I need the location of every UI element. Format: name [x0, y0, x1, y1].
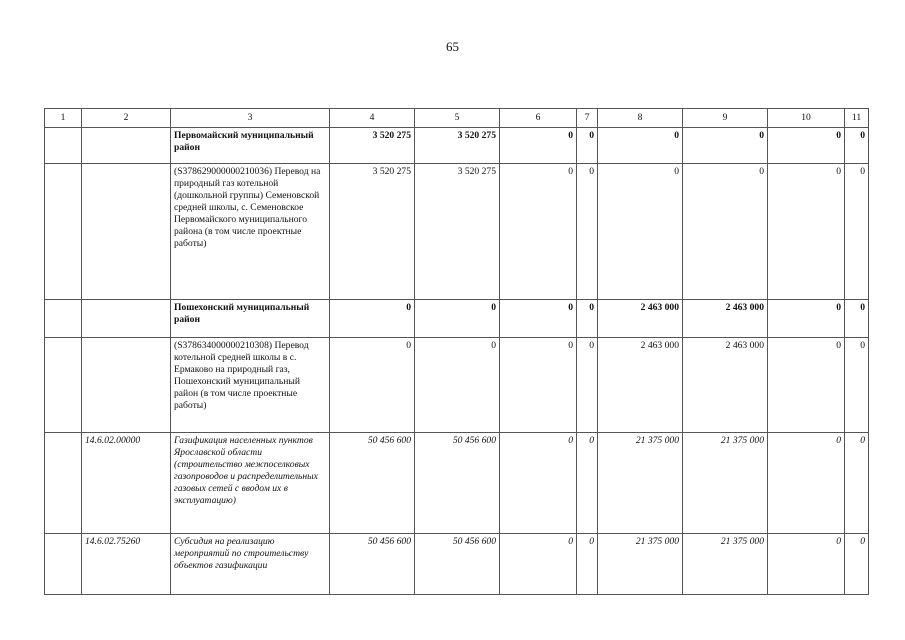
table-row: [45, 300, 869, 338]
cell-col6: 0: [500, 534, 577, 595]
header-cell: 9: [683, 109, 768, 128]
cell-code: [82, 338, 171, 433]
cell-col1: [45, 128, 82, 164]
cell-col4: 3 520 275: [330, 128, 415, 164]
cell-col5: 0: [415, 338, 500, 433]
cell-col5: 3 520 275: [415, 164, 500, 300]
header-cell: 4: [330, 109, 415, 128]
cell-col10: 0: [768, 433, 845, 534]
cell-col10: 0: [768, 164, 845, 300]
cell-col1: [45, 300, 82, 338]
cell-col10: 0: [768, 128, 845, 164]
cell-col8: 21 375 000: [598, 534, 683, 595]
cell-col9: 21 375 000: [683, 534, 768, 595]
cell-col7: 0: [577, 534, 598, 595]
header-cell: 11: [845, 109, 869, 128]
cell-code: 14.6.02.00000: [82, 433, 171, 534]
cell-col4: 0: [330, 300, 415, 338]
cell-col11: 0: [845, 300, 869, 338]
cell-col6: 0: [500, 433, 577, 534]
cell-col7: 0: [577, 128, 598, 164]
cell-col8: 0: [598, 128, 683, 164]
header-cell: 5: [415, 109, 500, 128]
cell-col6: 0: [500, 338, 577, 433]
budget-table: [44, 108, 869, 595]
cell-code: 14.6.02.75260: [82, 534, 171, 595]
cell-name: Пошехонский муниципальный район: [171, 300, 330, 338]
cell-col1: [45, 534, 82, 595]
table-row: [45, 128, 869, 164]
cell-col7: 0: [577, 338, 598, 433]
header-cell: 6: [500, 109, 577, 128]
cell-col6: 0: [500, 300, 577, 338]
cell-col1: [45, 164, 82, 300]
header-cell: 1: [45, 109, 82, 128]
cell-col1: [45, 433, 82, 534]
cell-col9: 0: [683, 128, 768, 164]
header-cell: 8: [598, 109, 683, 128]
cell-name: Первомайский муниципальный район: [171, 128, 330, 164]
table-row: [45, 164, 869, 300]
cell-col5: 50 456 600: [415, 534, 500, 595]
cell-code: [82, 164, 171, 300]
cell-col9: 0: [683, 164, 768, 300]
cell-col5: 50 456 600: [415, 433, 500, 534]
cell-col9: 21 375 000: [683, 433, 768, 534]
cell-col11: 0: [845, 534, 869, 595]
cell-col6: 0: [500, 164, 577, 300]
cell-col10: 0: [768, 300, 845, 338]
cell-col4: 50 456 600: [330, 534, 415, 595]
cell-code: [82, 128, 171, 164]
cell-col4: 0: [330, 338, 415, 433]
cell-col5: 0: [415, 300, 500, 338]
header-cell: 3: [171, 109, 330, 128]
header-cell: 10: [768, 109, 845, 128]
cell-col4: 3 520 275: [330, 164, 415, 300]
cell-col11: 0: [845, 164, 869, 300]
cell-col6: 0: [500, 128, 577, 164]
cell-col7: 0: [577, 433, 598, 534]
cell-col4: 50 456 600: [330, 433, 415, 534]
table-row: [45, 433, 869, 534]
cell-name: (S378629000000210036) Перевод на природный газ котельной (дошкольной группы) Семеновской средней школы, с. Семеновское Первомайского муниципального района (в том числе проектные работы): [171, 164, 330, 300]
cell-col8: 2 463 000: [598, 300, 683, 338]
cell-col8: 2 463 000: [598, 338, 683, 433]
cell-col11: 0: [845, 338, 869, 433]
cell-col5: 3 520 275: [415, 128, 500, 164]
cell-code: [82, 300, 171, 338]
cell-col10: 0: [768, 338, 845, 433]
cell-col8: 21 375 000: [598, 433, 683, 534]
header-cell: 2: [82, 109, 171, 128]
cell-col7: 0: [577, 300, 598, 338]
cell-name: Газификация населенных пунктов Ярославской области (строительство межпоселковых газопроводов и распределительных газовых сетей с вводом их в эксплуатацию): [171, 433, 330, 534]
cell-col10: 0: [768, 534, 845, 595]
cell-col8: 0: [598, 164, 683, 300]
table-row: [45, 534, 869, 595]
cell-col7: 0: [577, 164, 598, 300]
page-number: 65: [446, 39, 459, 54]
header-cell: 7: [577, 109, 598, 128]
cell-col9: 2 463 000: [683, 338, 768, 433]
header-row: [45, 109, 869, 128]
cell-name: Субсидия на реализацию мероприятий по строительству объектов газификации: [171, 534, 330, 595]
cell-col11: 0: [845, 433, 869, 534]
cell-col11: 0: [845, 128, 869, 164]
cell-name: (S378634000000210308) Перевод котельной средней школы в с. Ермаково на природный газ, Пошехонский муниципальный район (в том числе проектные работы): [171, 338, 330, 433]
cell-col1: [45, 338, 82, 433]
cell-col9: 2 463 000: [683, 300, 768, 338]
table-row: [45, 338, 869, 433]
